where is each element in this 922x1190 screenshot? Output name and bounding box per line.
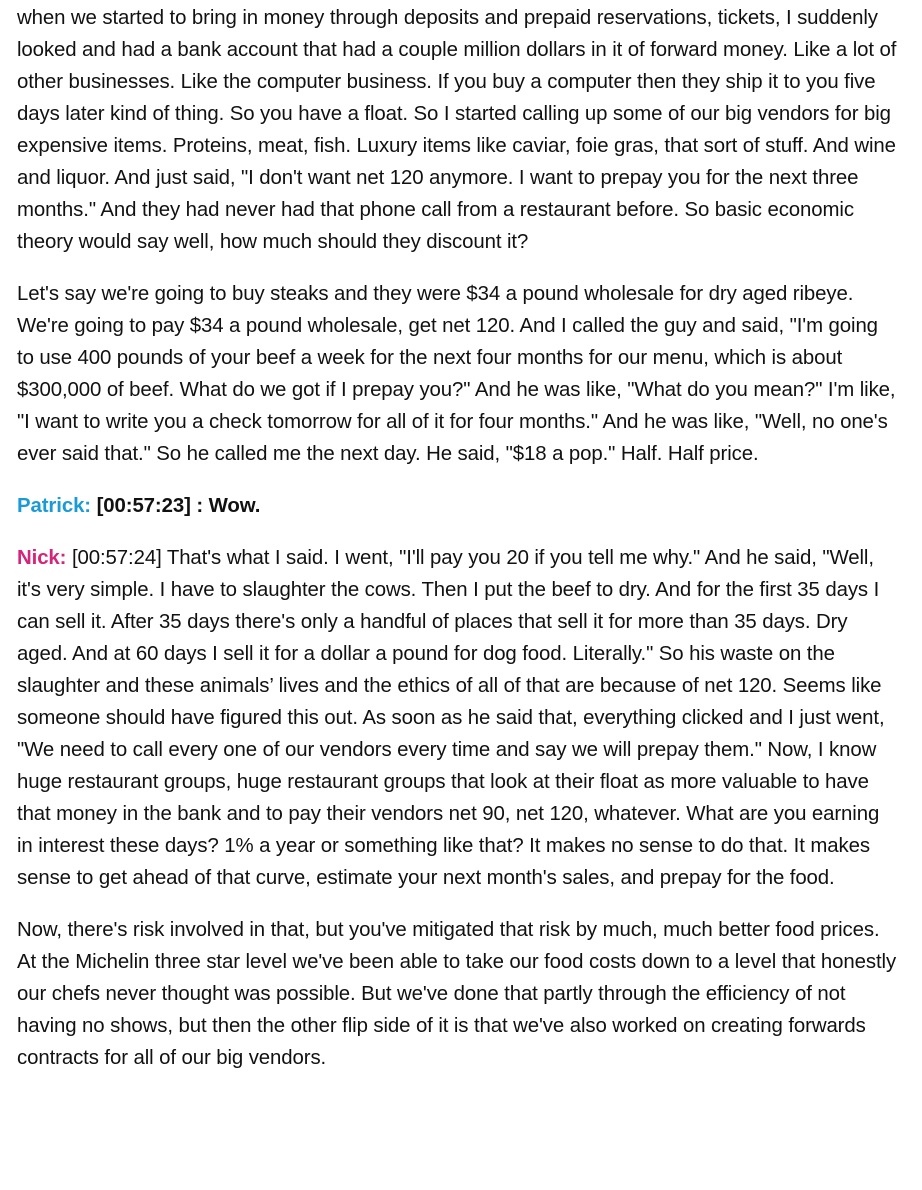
paragraph-5: Now, there's risk involved in that, but you've mitigated that risk by much, much better food prices. At the Michelin three star level we've been able to take our food costs down to a level that honestly our chefs never thought was possible. But we've done that partly through the efficiency of not having no shows, but then the other flip side of it is that we've also worked on creating forwards contracts for all of our big vendors. (17, 919, 897, 1069)
paragraph-2: Let's say we're going to buy steaks and they were $34 a pound wholesale for dry aged ribeye. We're going to pay $34 a pound wholesale, get net 120. And I called the guy and said, "I'm going to use 400 pounds of your beef a week for the next four months for our menu, which is about $300,000 of beef. What do we got if I prepay you?" And he was like, "What do you mean?" I'm like, "I want to write you a check tomorrow for all of it for four months." And he was like, "Well, no one's ever said that." So he called me the next day. He said, "$18 a pop." Half. Half price. (17, 283, 896, 465)
nick-text: [00:57:24] That's what I said. I went, "I'll pay you 20 if you tell me why." And he said, "Well, it's very simple. I have to slaughter the cows. Then I put the beef to dry. And for the first 35 days I can sell it. After 35 days there's only a handful of places that sell it for more than 35 days. Dry aged. And at 60 days I sell it for a dollar a pound for dog food. Literally." So his waste on the slaughter and these animals’ lives and the ethics of all of that are because of net 120. Seems like someone should have figured this out. As soon as he said that, everything clicked and I just went, "We need to call every one of our vendors every time and say we will prepay them." Now, I know huge restaurant groups, huge restaurant groups that look at their float as more valuable to have that money in the bank and to pay their vendors net 90, net 120, whatever. What are you earning in interest these days? 1% a year or something like that? It makes no sense to do that. It makes sense to get ahead of that curve, estimate your next month's sales, and prepay for the food. (17, 547, 885, 889)
nick-paragraph (17, 542, 900, 894)
speaker-patrick: Patrick: (17, 495, 92, 517)
patrick-text: [00:57:23] : Wow. (91, 495, 261, 517)
patrick-line (17, 490, 900, 522)
paragraph-1: when we started to bring in money through deposits and prepaid reservations, tickets, I suddenly looked and had a bank account that had a couple million dollars in it of forward money. Like a lot of other businesses. Like the computer business. If you buy a computer then they ship it to you five days later kind of thing. So you have a float. So I started calling up some of our big vendors for big expensive items. Proteins, meat, fish. Luxury items like caviar, foie gras, that sort of stuff. And wine and liquor. And just said, "I don't want net 120 anymore. I want to prepay you for the next three months." And they had never had that phone call from a restaurant before. So basic economic theory would say well, how much should they discount it? (17, 7, 897, 253)
speaker-nick: Nick: (17, 547, 67, 569)
